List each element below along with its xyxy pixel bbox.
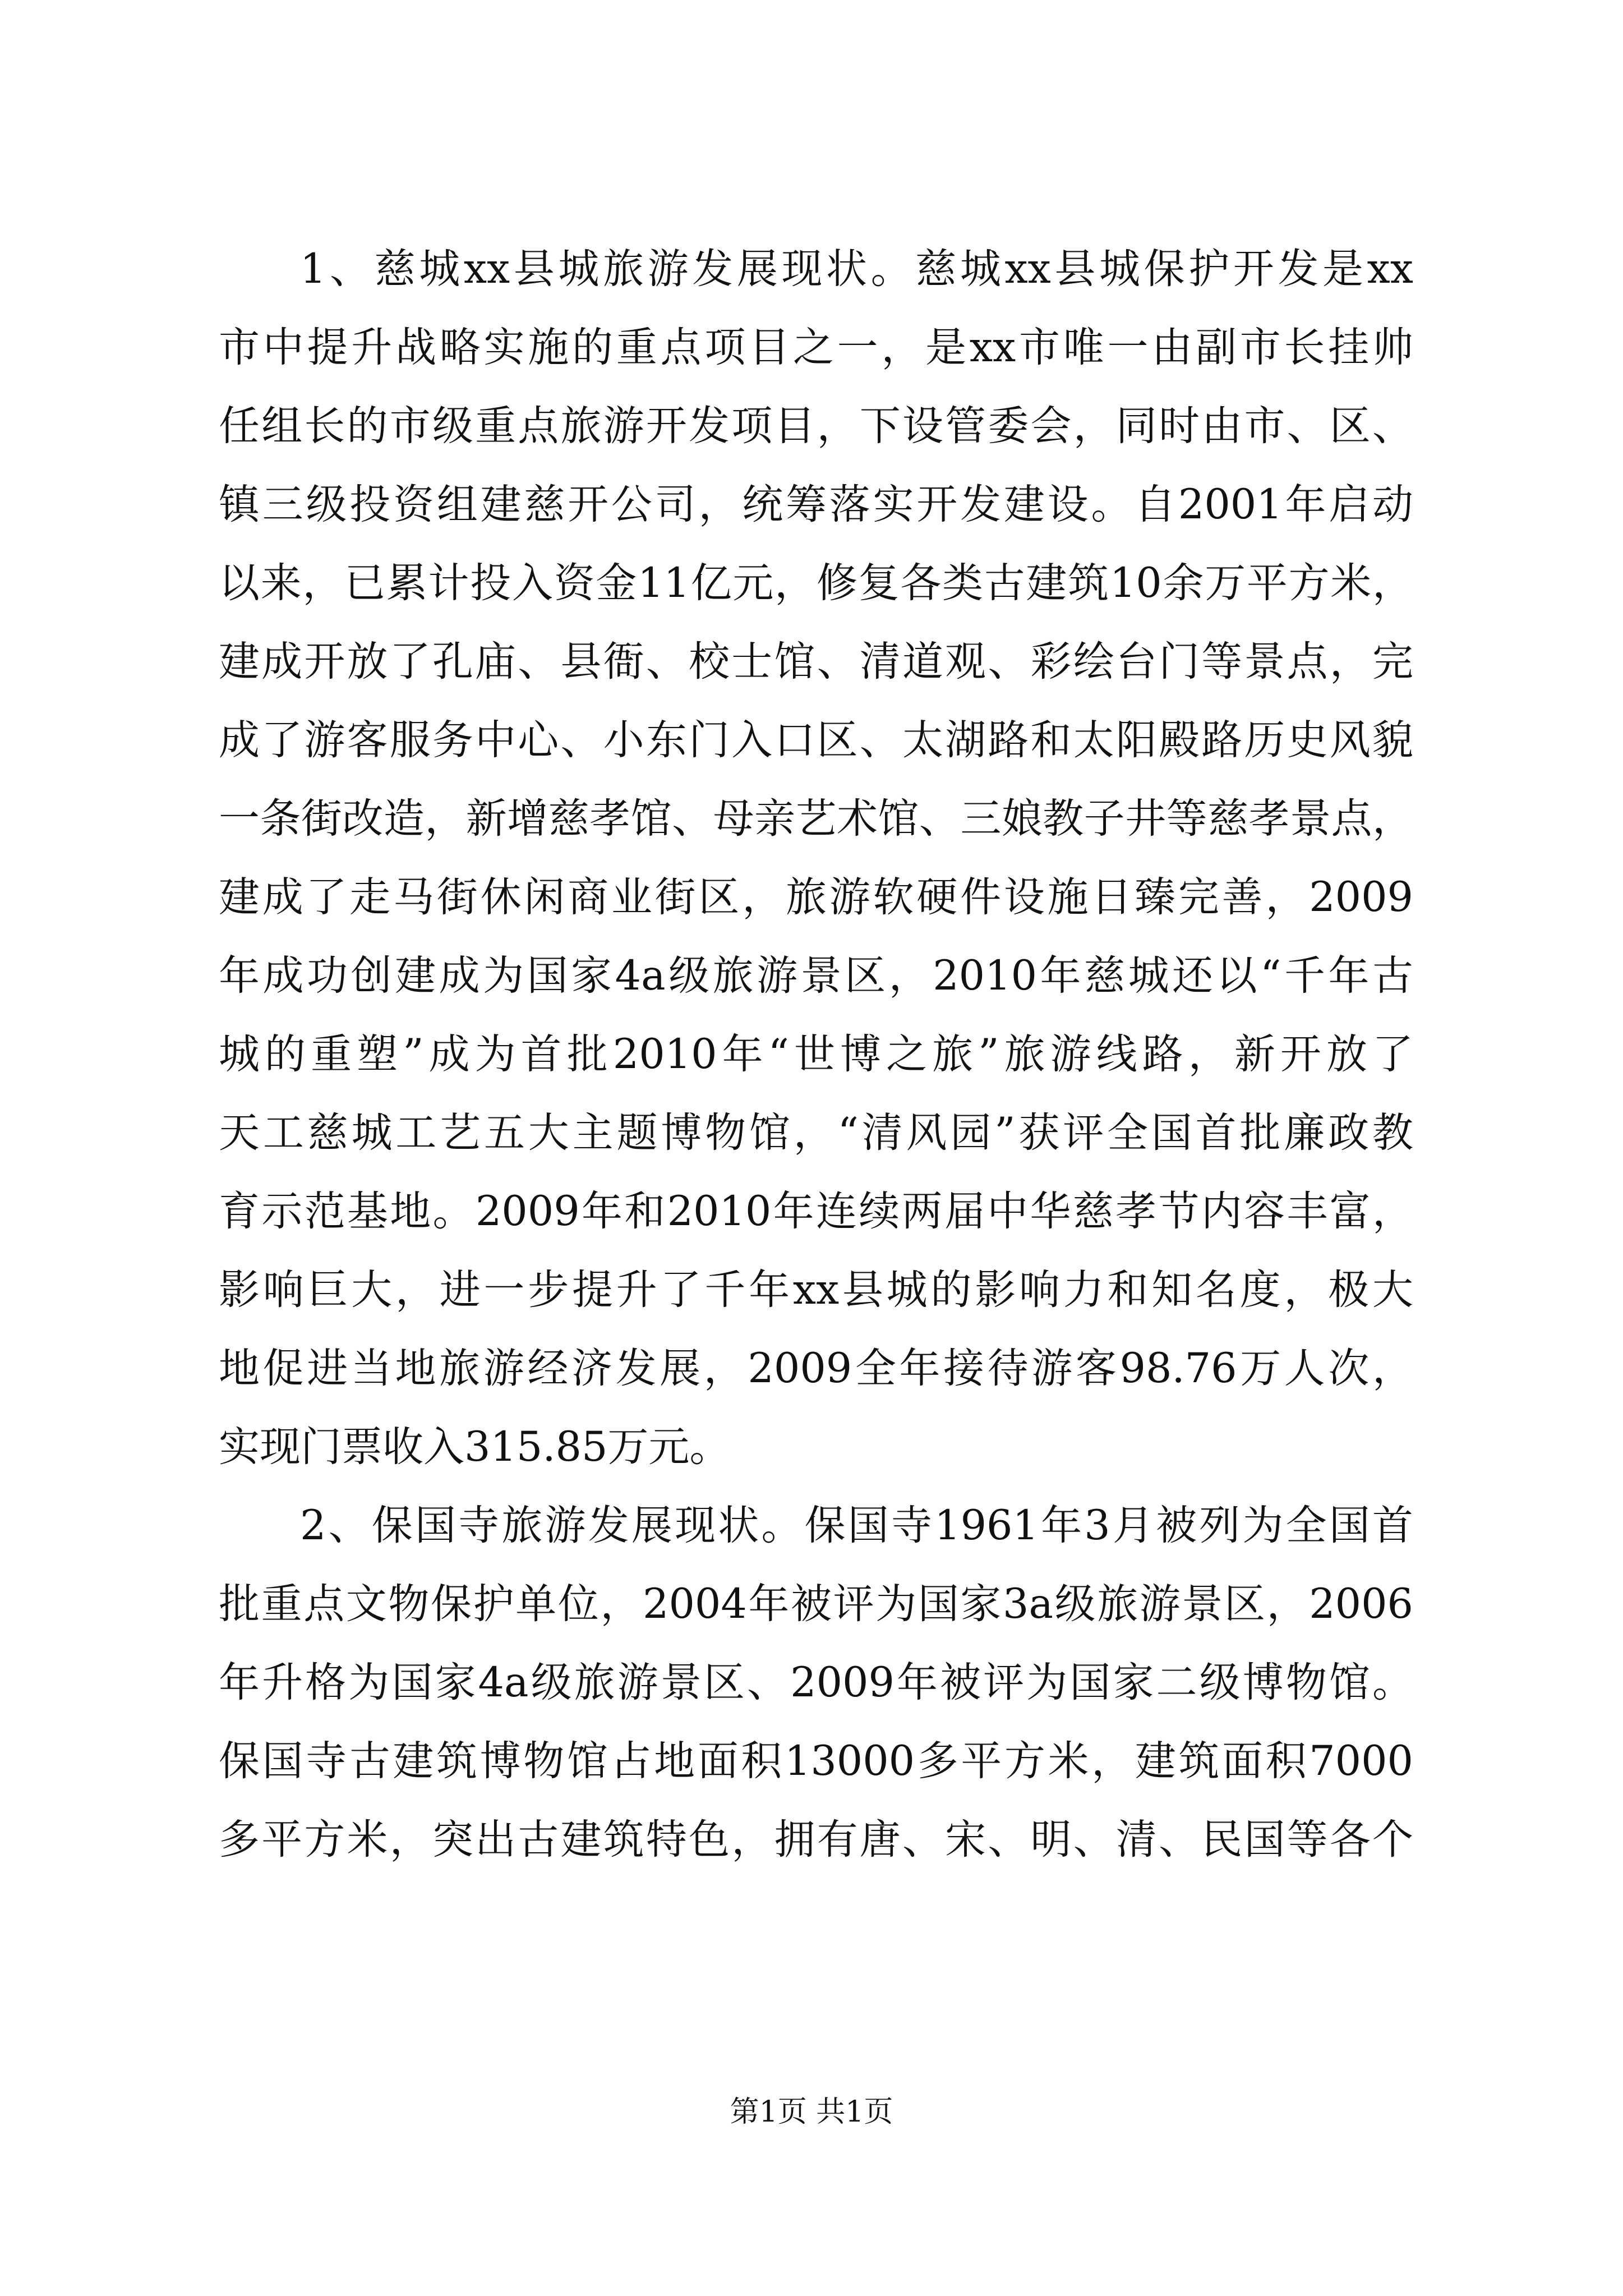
- paragraph-1-line-3: 任组长的市级重点旅游开发项目，下设管委会，同时由市、区、: [219, 402, 1413, 450]
- paragraph-1-line-4: 镇三级投资组建慈开公司，统筹落实开发建设。自2001年启动: [219, 481, 1413, 528]
- paragraph-2-line-4: 保国寺古建筑博物馆占地面积13000多平方米，建筑面积7000: [219, 1737, 1413, 1785]
- paragraph-1-line-16: 实现门票收入315.85万元。: [219, 1423, 731, 1471]
- paragraph-1-line-1: 1、慈城xx县城旅游发展现状。慈城xx县城保护开发是xx: [300, 245, 1413, 293]
- paragraph-2-line-3: 年升格为国家4a级旅游景区、2009年被评为国家二级博物馆。: [219, 1659, 1413, 1706]
- paragraph-1-line-2: 市中提升战略实施的重点项目之一，是xx市唯一由副市长挂帅: [219, 324, 1413, 371]
- page-number-footer: 第1页 共1页: [730, 2095, 893, 2129]
- paragraph-2-line-1: 2、保国寺旅游发展现状。保国寺1961年3月被列为全国首: [300, 1502, 1413, 1549]
- paragraph-2-line-5: 多平方米，突出古建筑特色，拥有唐、宋、明、清、民国等各个: [219, 1816, 1413, 1864]
- paragraph-1-line-8: 一条街改造，新增慈孝馆、母亲艺术馆、三娘教子井等慈孝景点，: [219, 795, 1413, 843]
- paragraph-1-line-9: 建成了走马街休闲商业街区，旅游软硬件设施日臻完善，2009: [219, 873, 1413, 921]
- paragraph-1-line-10: 年成功创建成为国家4a级旅游景区，2010年慈城还以“千年古: [219, 952, 1413, 1000]
- paragraph-1-line-14: 影响巨大，进一步提升了千年xx县城的影响力和知名度，极大: [219, 1266, 1413, 1314]
- paragraph-1-line-11: 城的重塑”成为首批2010年“世博之旅”旅游线路，新开放了: [219, 1030, 1413, 1078]
- paragraph-1-line-13: 育示范基地。2009年和2010年连续两届中华慈孝节内容丰富，: [219, 1188, 1413, 1235]
- paragraph-1-line-12: 天工慈城工艺五大主题博物馆，“清风园”获评全国首批廉政教: [219, 1109, 1413, 1157]
- paragraph-1-line-5: 以来，已累计投入资金11亿元，修复各类古建筑10余万平方米，: [219, 559, 1413, 607]
- paragraph-1-line-15: 地促进当地旅游经济发展，2009全年接待游客98.76万人次，: [219, 1345, 1413, 1392]
- paragraph-1-line-7: 成了游客服务中心、小东门入口区、太湖路和太阳殿路历史风貌: [219, 716, 1413, 764]
- paragraph-1-line-6: 建成开放了孔庙、县衙、校士馆、清道观、彩绘台门等景点，完: [219, 638, 1413, 685]
- paragraph-2-line-2: 批重点文物保护单位，2004年被评为国家3a级旅游景区，2006: [219, 1580, 1413, 1628]
